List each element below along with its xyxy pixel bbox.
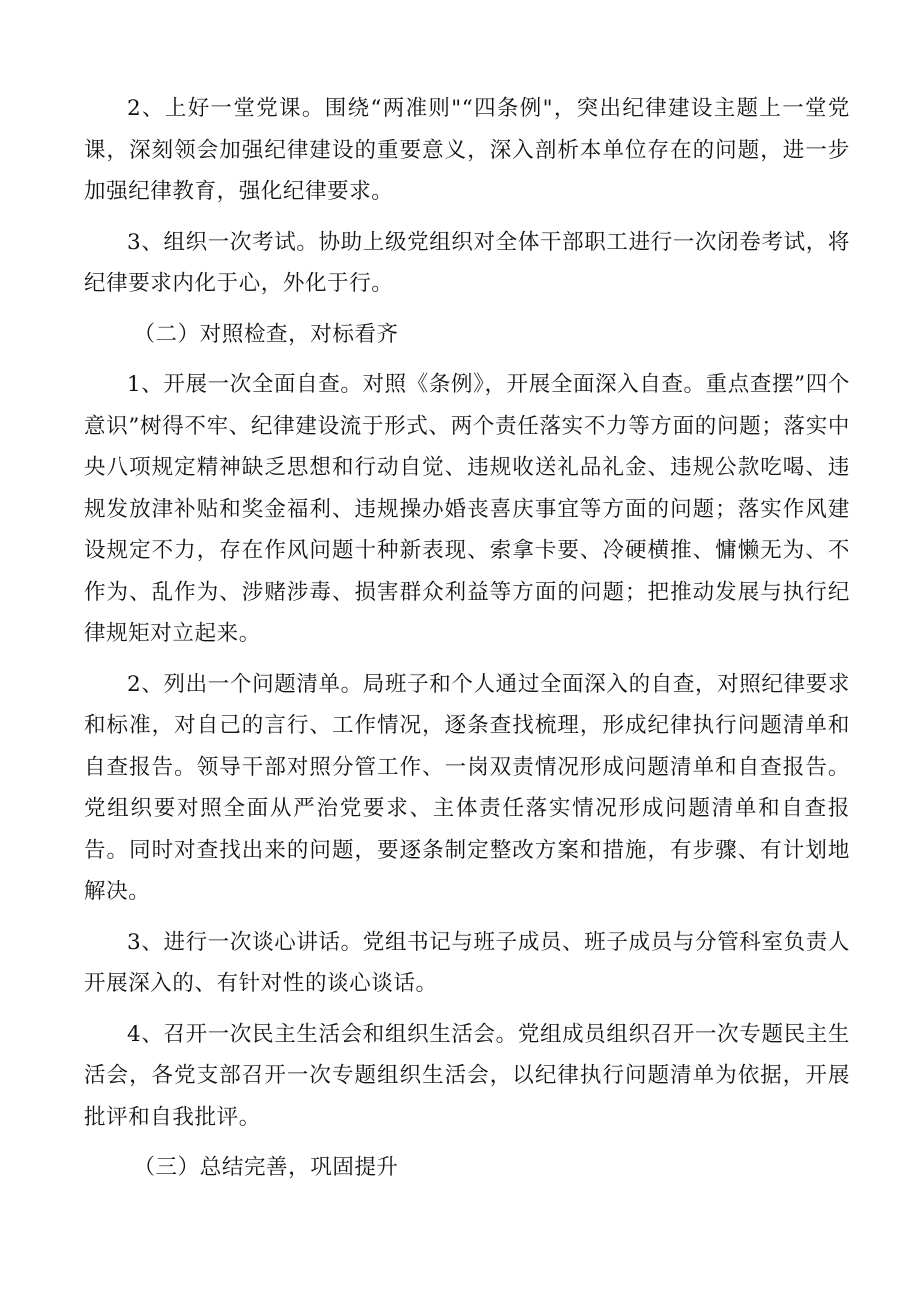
paragraph-democratic-meeting: 4、召开一次民主生活会和组织生活会。党组成员组织召开一次专题民主生活会，各党支部召开一次专题组织生活会，以纪律执行问题清单为依据，开展批评和自我批评。 — [84, 1021, 850, 1130]
paragraph-problem-list: 2、列出一个问题清单。局班子和个人通过全面深入的自查，对照纪律要求和标准，对自己的言行、工作情况，逐条查找梳理，形成纪律执行问题清单和自查报告。领导干部对照分管工作、一岗双责情况形成问题清单和自查报告。党组织要对照全面从严治党要求、主体责任落实情况形成问题清单和自查报告。同时对查找出来的问题，要逐条制定整改方案和措施，有步骤、有计划地解决。 — [84, 671, 850, 904]
paragraph-self-inspection: 1、开展一次全面自查。对照《条例》，开展全面深入自查。重点查摆”四个意识”树得不牢、纪律建设流于形式、两个责任落实不力等方面的问题；落实中央八项规定精神缺乏思想和行动自觉、违规收送礼品礼金、违规公款吃喝、违规发放津补贴和奖金福利、违规操办婚丧喜庆事宜等方面的问题；落实作风建设规定不力，存在作风问题十种新表现、索拿卡要、冷硬横推、慵懒无为、不作为、乱作为、涉赌涉毒、损害群众利益等方面的问题；把推动发展与执行纪律规矩对立起来。 — [84, 372, 850, 646]
paragraph-exam: 3、组织一次考试。协助上级党组织对全体干部职工进行一次闭卷考试，将纪律要求内化于心，外化于行。 — [84, 229, 850, 296]
paragraph-party-lecture: 2、上好一堂党课。围绕“两准则"“四条例"，突出纪律建设主题上一堂党课，深刻领会加强纪律建设的重要意义，深入剖析本单位存在的问题，进一步加强纪律教育，强化纪律要求。 — [84, 96, 850, 204]
paragraph-heart-talk: 3、进行一次谈心讲话。党组书记与班子成员、班子成员与分管科室负责人开展深入的、有针对性的谈心谈话。 — [84, 929, 850, 996]
section-heading-check: （二）对照检查，对标看齐 — [133, 321, 399, 347]
section-heading-summary: （三）总结完善，巩固提升 — [133, 1155, 399, 1180]
